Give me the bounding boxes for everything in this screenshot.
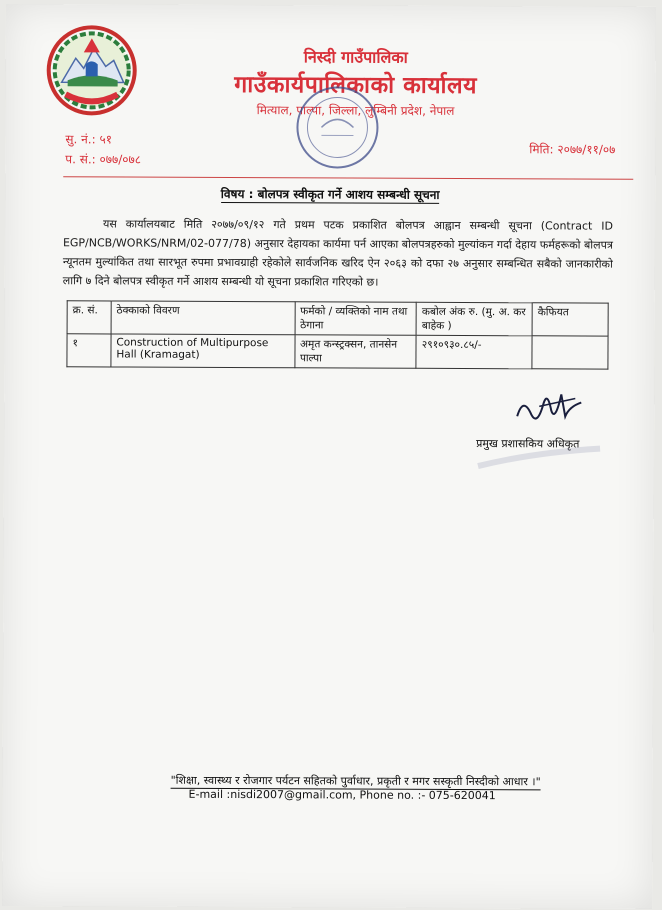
signature-icon — [509, 376, 589, 436]
header-firm: फर्मको / व्यक्तिको नाम तथा ठेगाना — [295, 302, 417, 336]
letter-number: सु. नं.: ५१ — [65, 132, 113, 147]
table-row — [67, 334, 608, 369]
nepal-emblem-icon — [46, 24, 138, 116]
table-header-row — [67, 301, 608, 336]
letter-page — [2, 4, 656, 909]
header-amount: कबोल अंक रु. (मु. अ. कर बाहेक ) — [416, 302, 532, 336]
header-work: ठेक्काको विवरण — [111, 301, 295, 335]
cell-sn: १ — [67, 334, 111, 367]
office-stamp-icon — [291, 81, 383, 173]
subject-line — [5, 184, 655, 204]
header-remarks: कैफियत — [532, 303, 608, 336]
signatory-title: प्रमुख प्रशासकिय अधिकृत — [476, 437, 580, 451]
bid-table — [66, 300, 608, 369]
header-sn: क्र. सं. — [67, 301, 111, 334]
municipality-name: निस्दी गाउँपालिका — [303, 47, 408, 67]
faded-title-stamp-icon — [474, 444, 604, 475]
office-name: गाउँकार्यपालिकाको कार्यालय — [234, 71, 478, 100]
fiscal-year: प. सं.: ०७७/०७८ — [65, 152, 142, 167]
footer-motto: "शिक्षा, स्वास्थ्य र रोजगार पर्यटन सहितको पुर्वाधार, प्रकृती र मगर सस्कृती निस्दीको आधार ।" — [170, 773, 541, 789]
cell-remarks — [532, 336, 608, 369]
subject-text: विषय : बोलपत्र स्वीकृत गर्ने आशय सम्बन्धी सूचना — [220, 186, 440, 202]
office-address: मित्याल, पाल्पा, जिल्ला, लुम्बिनी प्रदेश, नेपाल — [256, 103, 455, 118]
letter-date: मिति: २०७७/११/०७ — [529, 142, 616, 157]
footer-contact: E-mail :nisdi2007@gmail.com, Phone no. :- 075-620041 — [188, 787, 496, 803]
cell-firm: अमृत कन्स्ट्रक्सन, तानसेन पाल्पा — [294, 335, 416, 369]
header-divider — [63, 176, 633, 179]
notice-body: यस कार्यालयबाट मिति २०७७/०९/१२ गते प्रथम पटक प्रकाशित बोलपत्र आह्वान सम्बन्धी सूचना (Contract ID EGP/NCB/WORKS/NRM/02-077/78) अनुसार देहायका कार्यमा पर्न आएका बोलपत्रहरुको मुल्यांकन गर्दा देहाय फर्महरूको बोलपत्र न्यूनतम मुल्यांकित तथा सारभूत रुपमा प्रभावग्राही रहेकोले सार्वजनिक खरिद ऐन २०६३ को दफा २७ अनुसार सम्बन्धित सबैको जानकारीको लागि ७ दिने बोलपत्र स्वीकृत गर्ने आशय सम्बन्धी यो सूचना प्रकाशित गरिएको छ। — [62, 217, 614, 289]
cell-work: Construction of Multipurpose Hall (Kramagat) — [111, 334, 295, 368]
cell-amount: २९१०९३०.८५/- — [416, 335, 532, 369]
